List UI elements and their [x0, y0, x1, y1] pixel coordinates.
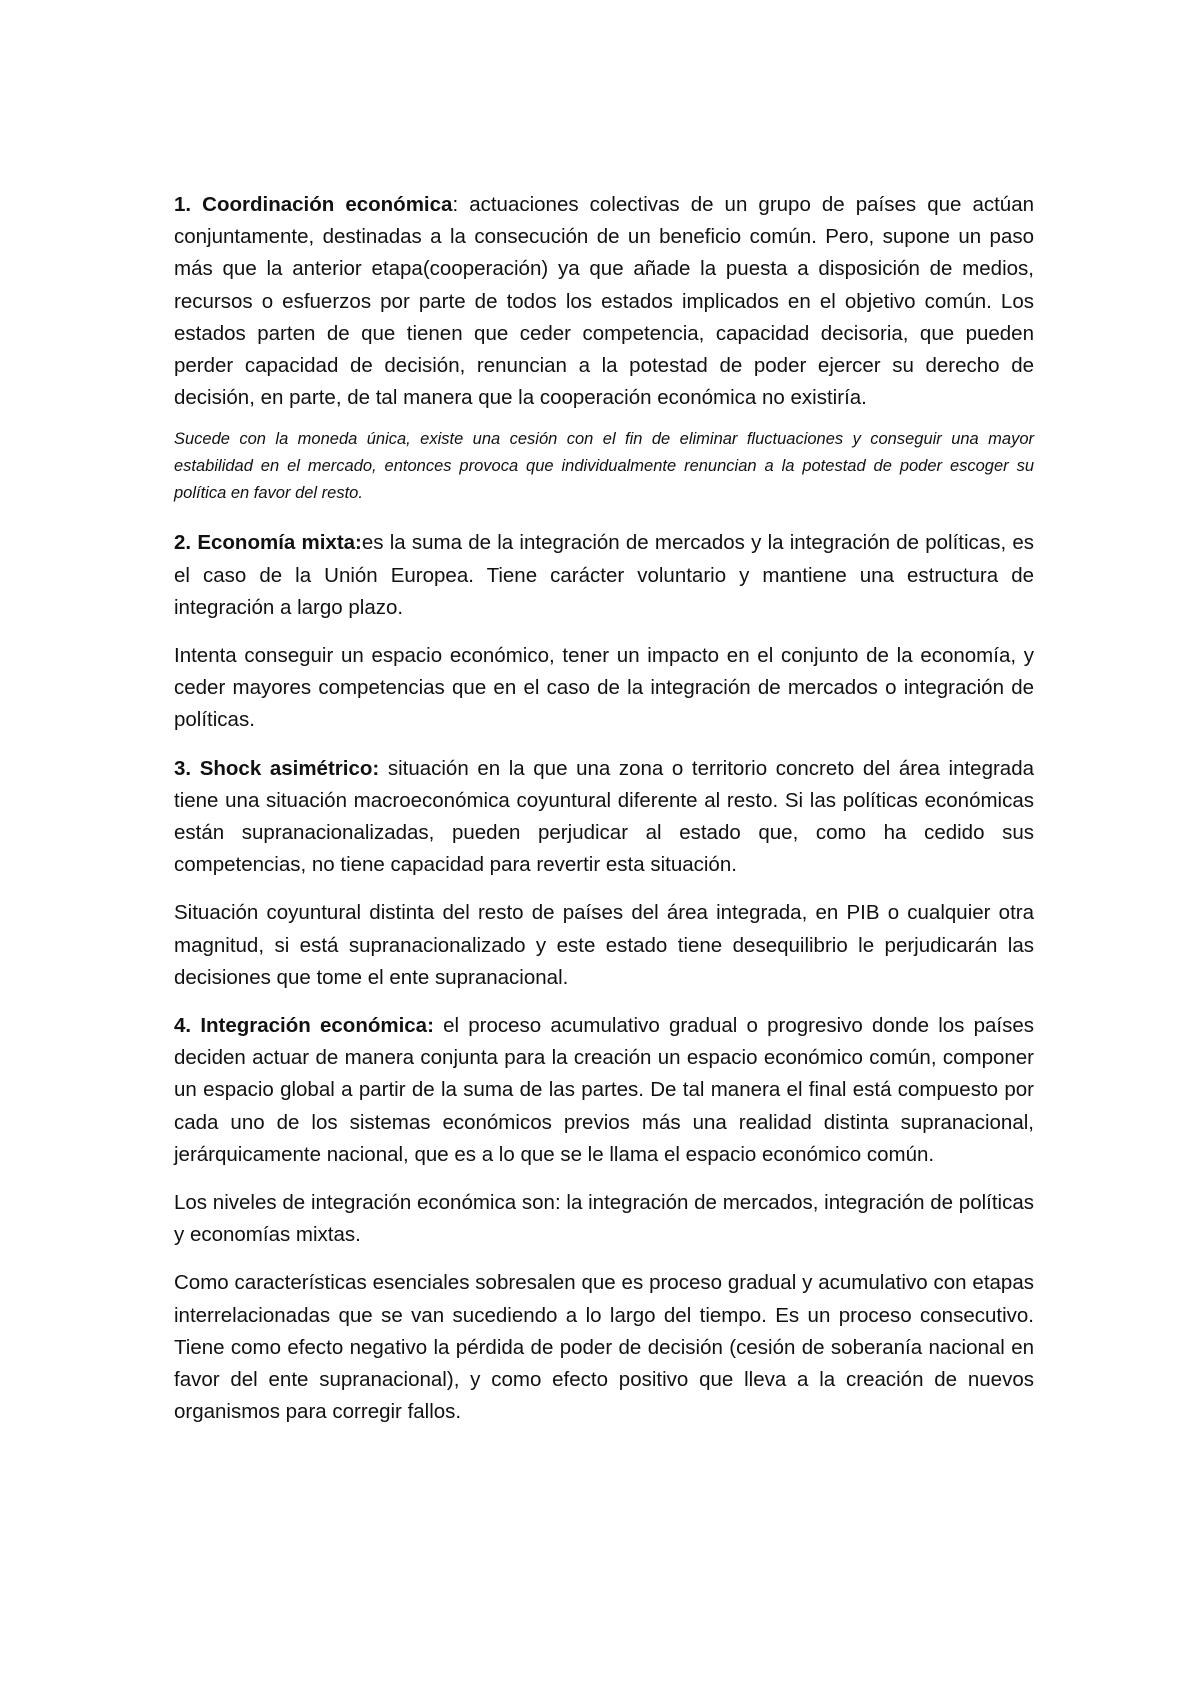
section-1-number: 1. — [174, 193, 192, 216]
section-2-paragraph — [174, 527, 1034, 624]
section-1-separator: : — [452, 193, 459, 216]
section-3-paragraph — [174, 753, 1034, 882]
section-4-number: 4. — [174, 1014, 192, 1038]
section-1-body: actuaciones colectivas de un grupo de países que actúan conjuntamente, destinadas a la consecución de un beneficio común. Pero, supone un paso más que la anterior etapa(cooperación) ya que añade la puesta a disposición de medios, recursos o esfuerzos por parte de todos los estados implicados en el objetivo común. Los estados parten de que tienen que ceder competencia, capacidad decisoria, que pueden perder capacidad de decisión, renuncian a la potestad de poder ejercer su derecho de decisión, en parte, de tal manera que la cooperación económica no existiría. — [174, 193, 1035, 410]
section-2-number: 2. — [174, 531, 192, 555]
section-1-paragraph — [174, 189, 1034, 414]
section-3-term: Shock asimétrico: — [199, 756, 380, 780]
section-4-term: Integración económica: — [200, 1014, 434, 1038]
section-4-body: el proceso acumulativo gradual o progresivo donde los países deciden actuar de manera conjunta para la creación un espacio económico común, componer un espacio global a partir de la suma de las partes. De tal manera el final está compuesto por cada uno de los sistemas económicos previos más una realidad distinta supranacional, jerárquicamente nacional, que es a lo que se le llama el espacio económico común. — [174, 1014, 1035, 1166]
section-3-number: 3. — [174, 756, 192, 780]
section-1-note: Sucede con la moneda única, existe una cesión con el fin de eliminar fluctuaciones y conseguir una mayor estabilidad en el mercado, entonces provoca que individualmente renuncian a la potestad de poder escoger su política en favor del resto. — [174, 430, 1034, 503]
section-2-term: Economía mixta: — [197, 531, 362, 555]
section-4-extra: Los niveles de integración económica son: la integración de mercados, integración de políticas y economías mixtas. — [174, 1191, 1034, 1247]
section-1-term: Coordinación económica — [202, 193, 453, 216]
section-4-extra-2: Como características esenciales sobresalen que es proceso gradual y acumulativo con etapas interrelacionadas que se van sucediendo a lo largo del tiempo. Es un proceso consecutivo. Tiene como efecto negativo la pérdida de poder de decisión (cesión de soberanía nacional en favor del ente supranacional), y como efecto positivo que lleva a la creación de nuevos organismos para corregir fallos. — [174, 1271, 1034, 1424]
document-page — [174, 189, 1034, 1445]
section-2-extra: Intenta conseguir un espacio económico, tener un impacto en el conjunto de la economía, y ceder mayores competencias que en el caso de la integración de mercados o integración de políticas. — [174, 644, 1034, 732]
section-2-body: es la suma de la integración de mercados y la integración de políticas, es el caso de la Unión Europea. Tiene carácter voluntario y mantiene una estructura de integración a largo plazo. — [174, 531, 1035, 619]
section-3-body: situación en la que una zona o territorio concreto del área integrada tiene una situación macroeconómica coyuntural diferente al resto. Si las políticas económicas están supranacionalizadas, pueden perjudicar al estado que, como ha cedido sus competencias, no tiene capacidad para revertir esta situación. — [174, 756, 1034, 877]
section-3-extra: Situación coyuntural distinta del resto de países del área integrada, en PIB o cualquier otra magnitud, si está supranacionalizado y este estado tiene desequilibrio le perjudicarán las decisiones que tome el ente supranacional. — [174, 901, 1034, 989]
section-4-paragraph — [174, 1010, 1034, 1171]
